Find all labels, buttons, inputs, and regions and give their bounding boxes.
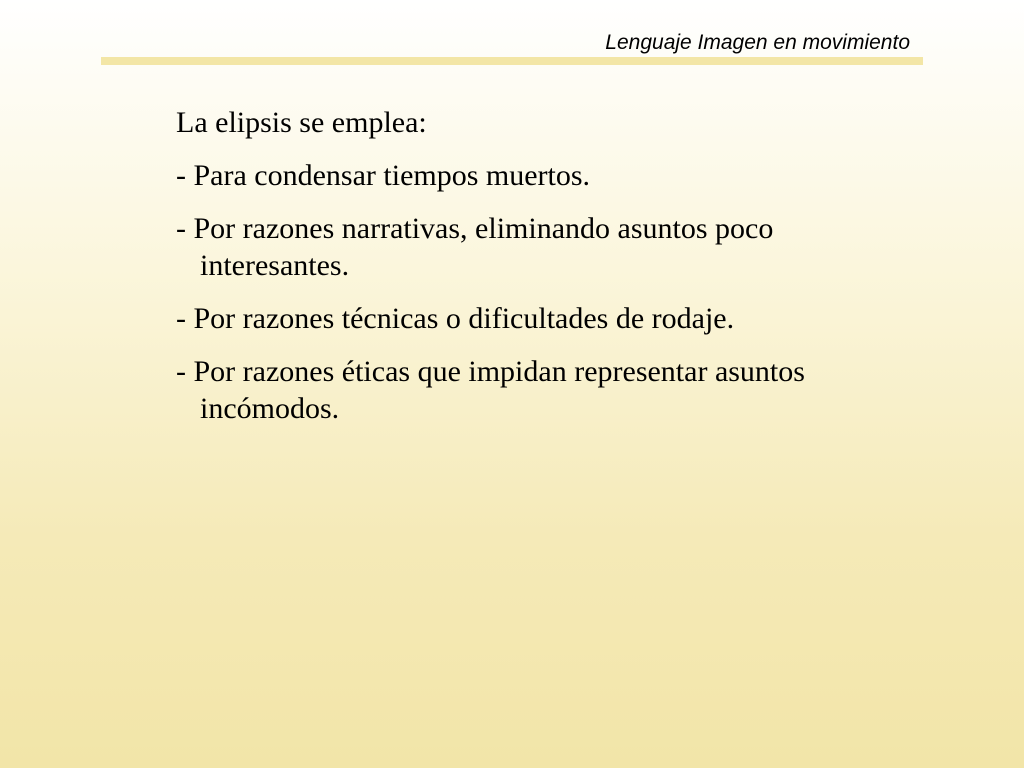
intro-text: La elipsis se emplea:	[176, 106, 427, 139]
bullet-item: - Para condensar tiempos muertos.	[176, 159, 591, 192]
slide-body	[176, 104, 916, 443]
bullet-item: - Por razones éticas que impidan representar asuntos incómodos.	[176, 355, 805, 425]
header-divider	[101, 57, 923, 65]
bullet-list	[176, 157, 916, 427]
bullet-item: - Por razones técnicas o dificultades de rodaje.	[176, 302, 735, 335]
header-title: Lenguaje Imagen en movimiento	[605, 31, 910, 54]
bullet-item: - Por razones narrativas, eliminando asuntos poco interesantes.	[176, 212, 774, 282]
